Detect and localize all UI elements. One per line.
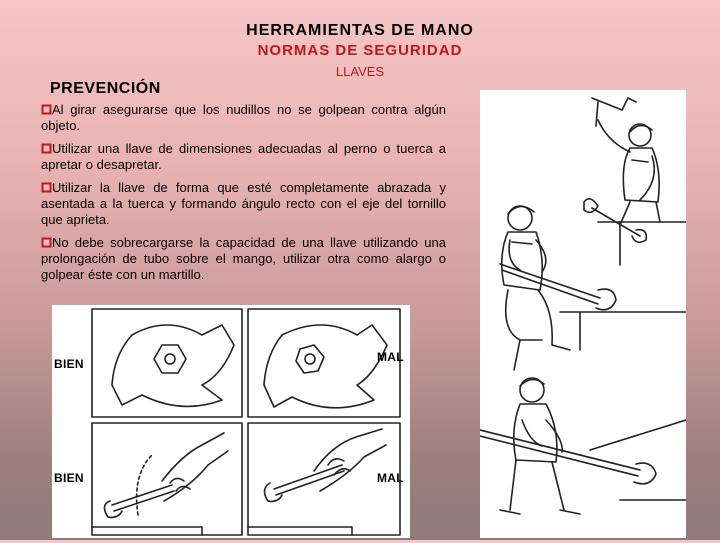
workers-drawing [480,90,686,538]
label-wrong-bottom: MAL [377,471,404,485]
bullet-text: Utilizar una llave de dimensiones adecuadas al perno o tuerca a apretar o desapretar. [41,141,446,172]
wrench-usage-drawing [52,305,410,538]
checkbox-bullet-icon [41,237,52,248]
bullet-text: Al girar asegurarse que los nudillos no se golpean contra algún objeto. [41,102,446,133]
bullet-text: Utilizar la llave de forma que esté completamente abrazada y asentada a la tuerca y formando ángulo recto con el eje del tornillo que aprieta. [41,180,446,227]
wrench-usage-illustration [52,305,410,538]
label-correct-top: BIEN [54,357,84,371]
section-label: LLAVES [335,64,385,79]
bullet-text: No debe sobrecargarse la capacidad de una llave utilizando una prolongación de tubo sobre el mango, utilizar otra como alargo o golpear éste con un martillo. [41,235,446,282]
label-correct-bottom: BIEN [54,471,84,485]
list-item [41,180,446,228]
checkbox-bullet-icon [41,104,52,115]
page-subtitle: NORMAS DE SEGURIDAD [257,42,463,59]
checkbox-bullet-icon [41,182,52,193]
bullet-list [41,102,446,290]
list-item [41,235,446,283]
list-item [41,102,446,134]
checkbox-bullet-icon [41,143,52,154]
page-title: HERRAMIENTAS DE MANO [246,22,474,39]
workers-wrench-illustration [480,90,686,538]
list-item [41,141,446,173]
label-wrong-top: MAL [377,350,404,364]
prevention-heading: PREVENCIÓN [50,80,161,97]
